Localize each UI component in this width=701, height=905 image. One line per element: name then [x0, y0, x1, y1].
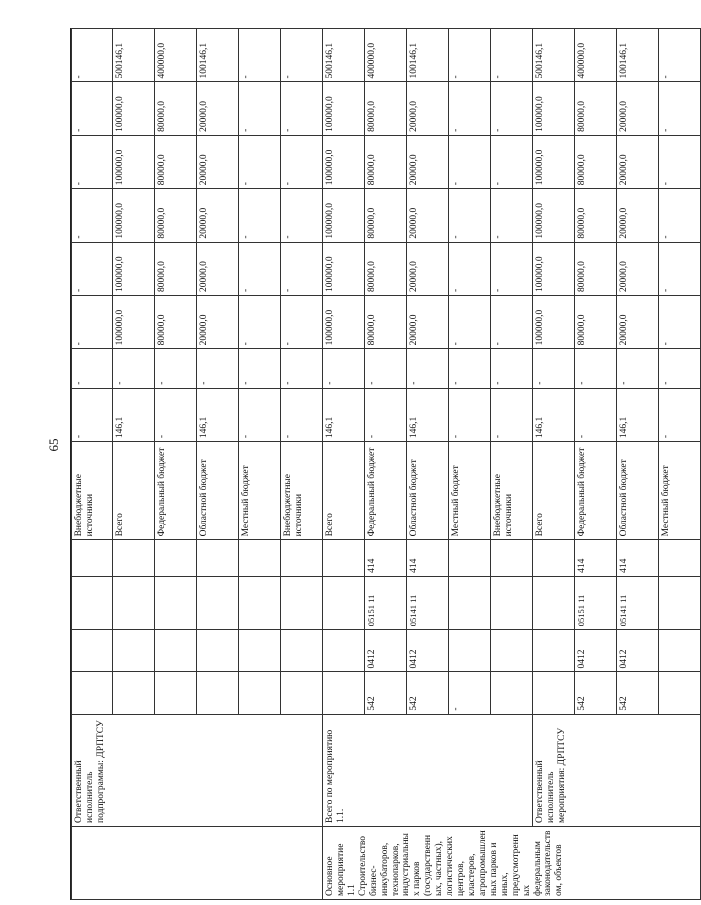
value-cell: 400000,0 — [365, 29, 407, 83]
value-cell: 500146,1 — [113, 29, 155, 83]
value-cell: - — [323, 349, 365, 388]
value-cell: - — [72, 82, 113, 135]
value-cell: - — [449, 349, 491, 388]
value-cell: - — [407, 349, 449, 388]
value-cell: 100000,0 — [113, 135, 155, 188]
value-cell: - — [491, 296, 533, 349]
grbs-cell: - — [449, 672, 491, 714]
rz-cell — [72, 630, 113, 672]
value-cell: - — [575, 349, 617, 388]
value-cell: - — [281, 82, 323, 135]
value-cell: 146,1 — [113, 388, 155, 441]
value-cell: - — [449, 82, 491, 135]
source-cell: Местный бюджет — [659, 442, 701, 540]
value-cell: - — [449, 29, 491, 83]
value-cell: - — [239, 189, 281, 242]
value-cell: 100146,1 — [407, 29, 449, 83]
csr-cell: 05151 11 — [365, 576, 407, 629]
value-cell: - — [575, 388, 617, 441]
source-cell: Внебюджетные источники — [72, 442, 113, 540]
value-cell: 100000,0 — [533, 189, 575, 242]
vr-cell: 414 — [575, 540, 617, 577]
measure-name-cell: Основное мероприятие 1.1 Строительство бизнес-инкубаторов, технопарков, индустриальных парков (государственных, частных), логистических центров, кластеров, агропромышленных парков и иных, предусмотренных федеральным законодательством, объектов — [323, 826, 701, 899]
value-cell: 100000,0 — [533, 242, 575, 295]
grbs-cell — [72, 672, 113, 714]
value-cell: 80000,0 — [365, 135, 407, 188]
value-cell: 400000,0 — [575, 29, 617, 83]
value-cell: - — [659, 82, 701, 135]
value-cell: - — [281, 296, 323, 349]
grbs-cell: 542 — [365, 672, 407, 714]
csr-cell — [239, 576, 281, 629]
rz-cell — [449, 630, 491, 672]
value-cell: 20000,0 — [407, 189, 449, 242]
value-cell: - — [659, 29, 701, 83]
csr-cell: 05141 11 — [407, 576, 449, 629]
value-cell: 100000,0 — [323, 242, 365, 295]
value-cell: 20000,0 — [197, 135, 239, 188]
value-cell: 100000,0 — [323, 135, 365, 188]
rz-cell — [239, 630, 281, 672]
vr-cell — [113, 540, 155, 577]
csr-cell: 05151 11 — [575, 576, 617, 629]
csr-cell — [659, 576, 701, 629]
grbs-cell — [113, 672, 155, 714]
value-cell: 80000,0 — [365, 296, 407, 349]
rz-cell: 0412 — [365, 630, 407, 672]
value-cell: 20000,0 — [617, 82, 659, 135]
value-cell: - — [659, 296, 701, 349]
value-cell: - — [281, 135, 323, 188]
grbs-cell — [659, 672, 701, 714]
value-cell: 80000,0 — [155, 189, 197, 242]
value-cell: 80000,0 — [365, 189, 407, 242]
value-cell: 80000,0 — [575, 82, 617, 135]
value-cell: 80000,0 — [575, 242, 617, 295]
program-name-cell — [72, 826, 323, 899]
value-cell: - — [491, 82, 533, 135]
rz-cell — [113, 630, 155, 672]
executor-cell: Ответственный исполнитель подпрограммы: ДРПТСУ — [72, 714, 323, 826]
rz-cell — [659, 630, 701, 672]
vr-cell — [72, 540, 113, 577]
table-row — [72, 29, 113, 900]
csr-cell — [281, 576, 323, 629]
source-cell: Областной бюджет — [617, 442, 659, 540]
rz-cell — [281, 630, 323, 672]
vr-cell — [449, 540, 491, 577]
value-cell: - — [155, 388, 197, 441]
value-cell: 400000,0 — [155, 29, 197, 83]
rz-cell — [155, 630, 197, 672]
csr-cell — [72, 576, 113, 629]
rz-cell: 0412 — [617, 630, 659, 672]
value-cell: 80000,0 — [575, 135, 617, 188]
grbs-cell — [533, 672, 575, 714]
rz-cell — [197, 630, 239, 672]
vr-cell — [533, 540, 575, 577]
value-cell: 100000,0 — [113, 296, 155, 349]
value-cell: 20000,0 — [407, 296, 449, 349]
value-cell: 20000,0 — [617, 189, 659, 242]
value-cell: - — [659, 189, 701, 242]
value-cell: - — [533, 349, 575, 388]
grbs-cell: 542 — [575, 672, 617, 714]
value-cell: - — [491, 135, 533, 188]
value-cell: 100146,1 — [197, 29, 239, 83]
grbs-cell — [323, 672, 365, 714]
value-cell: - — [239, 388, 281, 441]
csr-cell — [113, 576, 155, 629]
value-cell: 146,1 — [407, 388, 449, 441]
value-cell: - — [659, 388, 701, 441]
value-cell: - — [72, 296, 113, 349]
value-cell: 100000,0 — [533, 135, 575, 188]
value-cell: 500146,1 — [533, 29, 575, 83]
value-cell: - — [491, 242, 533, 295]
value-cell: 100000,0 — [113, 82, 155, 135]
value-cell: 146,1 — [533, 388, 575, 441]
value-cell: 20000,0 — [617, 242, 659, 295]
value-cell: - — [491, 189, 533, 242]
grbs-cell — [239, 672, 281, 714]
value-cell: - — [239, 242, 281, 295]
budget-table — [71, 28, 701, 900]
source-cell: Всего — [533, 442, 575, 540]
value-cell: - — [491, 29, 533, 83]
value-cell: - — [281, 242, 323, 295]
grbs-cell: 542 — [407, 672, 449, 714]
value-cell: - — [659, 242, 701, 295]
grbs-cell — [155, 672, 197, 714]
value-cell: - — [239, 349, 281, 388]
rz-cell: 0412 — [575, 630, 617, 672]
source-cell: Внебюджетные источники — [491, 442, 533, 540]
source-cell: Местный бюджет — [239, 442, 281, 540]
value-cell: 100000,0 — [533, 296, 575, 349]
value-cell: - — [239, 296, 281, 349]
grbs-cell: 542 — [617, 672, 659, 714]
measure-executor-cell: Ответственный исполнитель мероприятия: ДРПТСУ — [533, 714, 701, 826]
value-cell: - — [155, 349, 197, 388]
budget-table-container — [70, 28, 671, 900]
value-cell: 20000,0 — [197, 82, 239, 135]
value-cell: - — [281, 189, 323, 242]
csr-cell: 05141 11 — [617, 576, 659, 629]
source-cell: Федеральный бюджет — [155, 442, 197, 540]
value-cell: - — [113, 349, 155, 388]
source-cell: Областной бюджет — [407, 442, 449, 540]
value-cell: 100000,0 — [113, 189, 155, 242]
value-cell: 80000,0 — [155, 135, 197, 188]
source-cell: Всего — [323, 442, 365, 540]
source-cell: Федеральный бюджет — [575, 442, 617, 540]
value-cell: 80000,0 — [575, 296, 617, 349]
value-cell: 146,1 — [617, 388, 659, 441]
source-cell: Местный бюджет — [449, 442, 491, 540]
source-cell: Внебюджетные источники — [281, 442, 323, 540]
value-cell: - — [449, 135, 491, 188]
table-row — [533, 29, 575, 900]
value-cell: 80000,0 — [155, 296, 197, 349]
value-cell: - — [617, 349, 659, 388]
value-cell: 100146,1 — [617, 29, 659, 83]
value-cell: - — [449, 189, 491, 242]
value-cell: - — [72, 349, 113, 388]
value-cell: - — [449, 388, 491, 441]
vr-cell — [239, 540, 281, 577]
grbs-cell — [491, 672, 533, 714]
value-cell: - — [281, 388, 323, 441]
rz-cell — [533, 630, 575, 672]
value-cell: 80000,0 — [575, 189, 617, 242]
value-cell: 20000,0 — [407, 82, 449, 135]
value-cell: - — [365, 388, 407, 441]
value-cell: 100000,0 — [323, 189, 365, 242]
value-cell: 80000,0 — [155, 242, 197, 295]
vr-cell — [491, 540, 533, 577]
value-cell: 100000,0 — [323, 82, 365, 135]
vr-cell — [155, 540, 197, 577]
vr-cell: 414 — [365, 540, 407, 577]
value-cell: - — [491, 388, 533, 441]
value-cell: 500146,1 — [323, 29, 365, 83]
value-cell: - — [365, 349, 407, 388]
value-cell: 100000,0 — [323, 296, 365, 349]
value-cell: - — [659, 349, 701, 388]
value-cell: - — [72, 135, 113, 188]
value-cell: 80000,0 — [365, 82, 407, 135]
value-cell: 20000,0 — [407, 135, 449, 188]
value-cell: 100000,0 — [113, 242, 155, 295]
value-cell: - — [281, 349, 323, 388]
csr-cell — [323, 576, 365, 629]
vr-cell — [323, 540, 365, 577]
value-cell: - — [72, 388, 113, 441]
page-number: 65 — [46, 438, 61, 452]
grbs-cell — [197, 672, 239, 714]
value-cell: 80000,0 — [155, 82, 197, 135]
value-cell: - — [281, 29, 323, 83]
value-cell: 20000,0 — [407, 242, 449, 295]
value-cell: 20000,0 — [197, 296, 239, 349]
vr-cell: 414 — [617, 540, 659, 577]
value-cell: - — [449, 242, 491, 295]
value-cell: 20000,0 — [617, 135, 659, 188]
csr-cell — [155, 576, 197, 629]
source-cell: Всего — [113, 442, 155, 540]
value-cell: - — [72, 29, 113, 83]
value-cell: 146,1 — [197, 388, 239, 441]
rz-cell — [323, 630, 365, 672]
value-cell: 20000,0 — [197, 189, 239, 242]
value-cell: - — [491, 349, 533, 388]
value-cell: - — [72, 242, 113, 295]
value-cell: - — [449, 296, 491, 349]
source-cell: Федеральный бюджет — [365, 442, 407, 540]
value-cell: - — [239, 29, 281, 83]
value-cell: 20000,0 — [197, 242, 239, 295]
value-cell: - — [659, 135, 701, 188]
source-cell: Областной бюджет — [197, 442, 239, 540]
vr-cell — [197, 540, 239, 577]
value-cell: 80000,0 — [365, 242, 407, 295]
value-cell: 20000,0 — [617, 296, 659, 349]
table-row — [323, 29, 365, 900]
value-cell: - — [239, 135, 281, 188]
csr-cell — [491, 576, 533, 629]
csr-cell — [449, 576, 491, 629]
measure-total-cell: Всего по мероприятию 1.1. — [323, 714, 533, 826]
vr-cell — [281, 540, 323, 577]
csr-cell — [533, 576, 575, 629]
value-cell: 100000,0 — [533, 82, 575, 135]
value-cell: - — [72, 189, 113, 242]
grbs-cell — [281, 672, 323, 714]
vr-cell: 414 — [407, 540, 449, 577]
csr-cell — [197, 576, 239, 629]
rz-cell: 0412 — [407, 630, 449, 672]
value-cell: - — [197, 349, 239, 388]
rz-cell — [491, 630, 533, 672]
value-cell: - — [239, 82, 281, 135]
vr-cell — [659, 540, 701, 577]
value-cell: 146,1 — [323, 388, 365, 441]
